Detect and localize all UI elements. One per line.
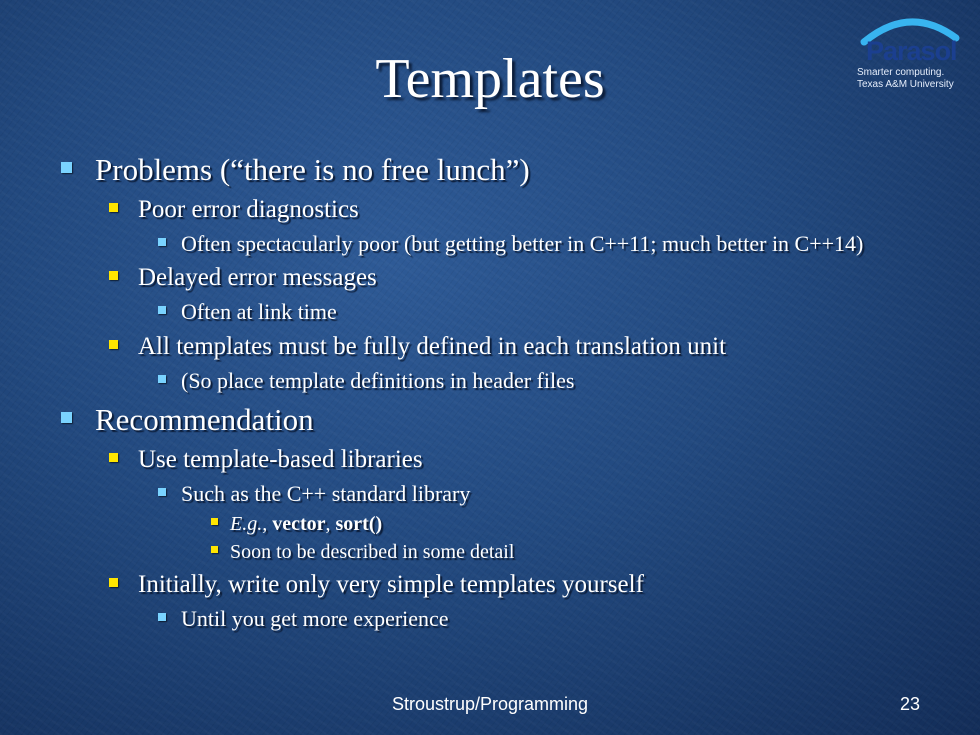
square-bullet-icon	[158, 306, 166, 314]
square-bullet-icon	[158, 488, 166, 496]
square-bullet-icon	[61, 412, 72, 423]
bullet-item	[181, 481, 470, 507]
bullet-item	[181, 299, 337, 325]
bullet-item	[138, 332, 726, 362]
footer-author: Stroustrup/Programming	[391, 694, 589, 714]
square-bullet-icon	[211, 518, 218, 525]
page-number: 23	[900, 694, 921, 714]
bullet-item	[230, 540, 514, 564]
bullet-text: Recommendation	[95, 402, 314, 437]
bullet-text: Often spectacularly poor (but getting better in C++11; much better in C++14)	[181, 231, 864, 256]
bullet-text: Delayed error messages	[138, 264, 377, 291]
eg-text: E.g.,	[230, 513, 268, 535]
square-bullet-icon	[109, 578, 118, 587]
bullet-text: Until you get more experience	[181, 606, 449, 631]
bullet-text: Use template-based libraries	[138, 446, 423, 473]
bullet-text: Often at link time	[181, 299, 337, 324]
square-bullet-icon	[158, 613, 166, 621]
bullet-item	[95, 152, 530, 188]
bullet-item	[138, 570, 644, 600]
logo-name: Parasol	[866, 36, 957, 66]
slide-title: Templates	[375, 48, 605, 110]
square-bullet-icon	[109, 453, 118, 462]
bullet-text: Poor error diagnostics	[138, 196, 359, 223]
bullet-item	[181, 231, 863, 257]
bullet-text: (So place template definitions in header files	[181, 368, 575, 393]
bullet-item	[138, 263, 377, 293]
square-bullet-icon	[109, 271, 118, 280]
square-bullet-icon	[158, 375, 166, 383]
bullet-item	[138, 445, 423, 475]
bullet-item	[138, 195, 359, 225]
square-bullet-icon	[211, 546, 218, 553]
bullet-text: Initially, write only very simple templates yourself	[138, 571, 644, 598]
bullet-text: Such as the C++ standard library	[181, 481, 471, 506]
code-sort: sort()	[335, 513, 383, 535]
square-bullet-icon	[61, 162, 72, 173]
bullet-item	[181, 606, 449, 632]
square-bullet-icon	[109, 203, 118, 212]
bullet-text: All templates must be fully defined in each translation unit	[138, 333, 727, 360]
square-bullet-icon	[158, 238, 166, 246]
comma-text: ,	[325, 513, 331, 535]
code-vector: vector	[272, 513, 326, 535]
bullet-item	[95, 402, 314, 438]
logo-tagline: Smarter computing.	[857, 67, 945, 78]
logo-university: Texas A&M University	[857, 79, 954, 90]
bullet-item	[230, 512, 382, 536]
bullet-item	[181, 368, 574, 394]
bullet-text: Soon to be described in some detail	[230, 541, 515, 563]
bullet-text: Problems (“there is no free lunch”)	[95, 152, 530, 187]
square-bullet-icon	[109, 340, 118, 349]
